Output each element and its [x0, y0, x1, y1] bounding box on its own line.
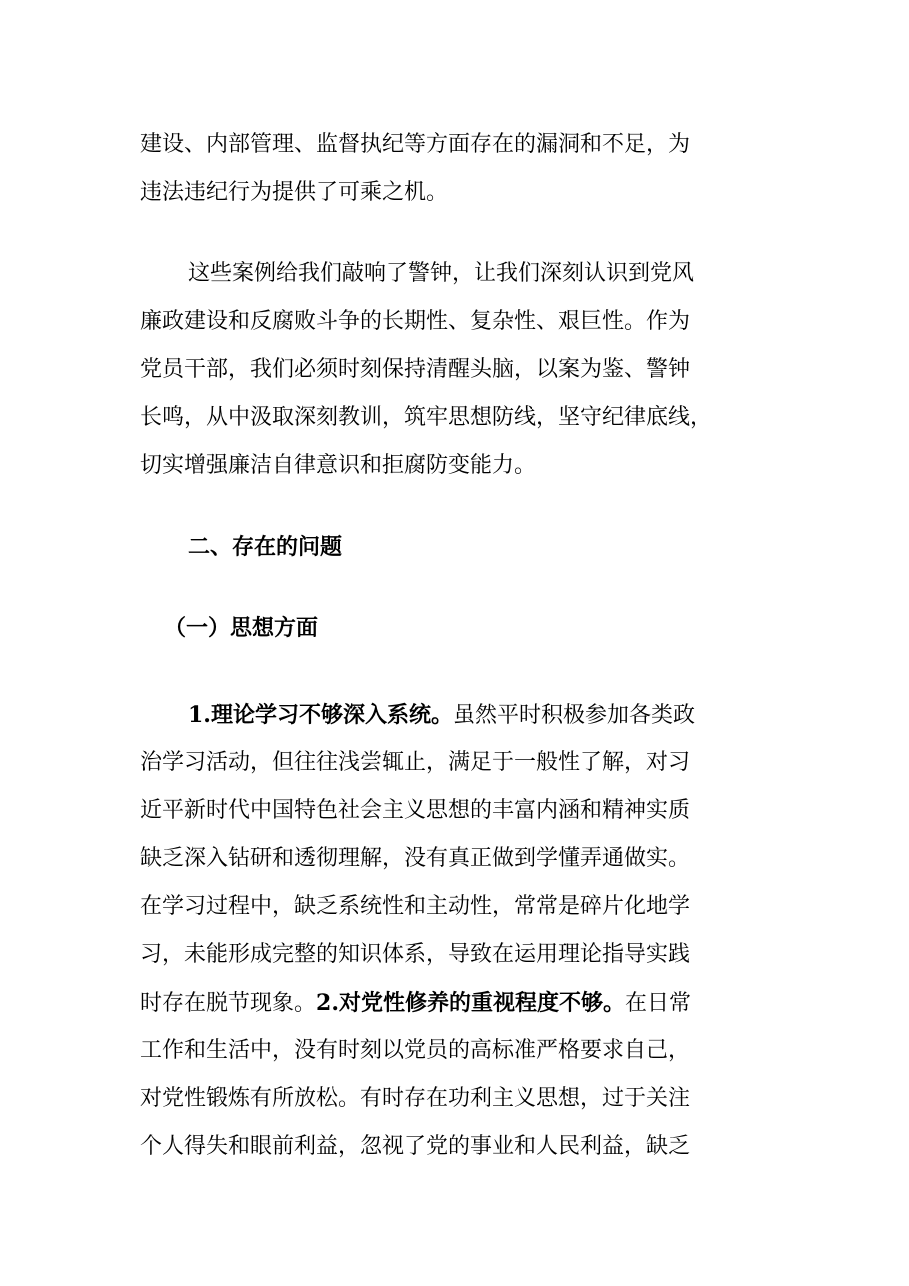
issue-2-title: 2.对党性修养的重视程度不够。	[316, 990, 625, 1016]
paragraph-intro-line-1: 建设、内部管理、监督执纪等方面存在的漏洞和不足，为	[140, 132, 691, 157]
subsection-heading: （一）思想方面	[164, 615, 319, 641]
issue-2-text-start: 在日常	[624, 991, 691, 1016]
paragraph-intro-line-2: 违法违纪行为提供了可乘之机。	[140, 180, 449, 205]
paragraph-warning-line-4: 长鸣，从中汲取深刻教训，筑牢思想防线，坚守纪律底线，	[140, 405, 713, 430]
issue-line-2: 治学习活动，但往往浅尝辄止，满足于一般性了解，对习	[140, 750, 691, 775]
issue-line-5: 在学习过程中，缺乏系统性和主动性，常常是碎片化地学	[140, 894, 691, 919]
issue-1-line-1	[188, 700, 695, 730]
issue-line-9: 对党性锻炼有所放松。有时存在功利主义思想，过于关注	[140, 1086, 691, 1111]
issue-line-4: 缺乏深入钻研和透彻理解，没有真正做到学懂弄通做实。	[140, 846, 691, 871]
issue-line-10: 个人得失和眼前利益，忽视了党的事业和人民利益，缺乏	[140, 1134, 691, 1159]
section-heading: 二、存在的问题	[188, 534, 343, 560]
paragraph-warning-line-2: 廉政建设和反腐败斗争的长期性、复杂性、艰巨性。作为	[140, 309, 691, 334]
issue-line-6: 习，未能形成完整的知识体系，导致在运用理论指导实践	[140, 942, 691, 967]
issue-line-3: 近平新时代中国特色社会主义思想的丰富内涵和精神实质	[140, 798, 691, 823]
issue-1-title: 1.理论学习不够深入系统。	[188, 702, 453, 728]
issue-1-text-end: 时存在脱节现象。	[140, 991, 317, 1016]
issue-line-7	[140, 988, 691, 1018]
paragraph-warning-line-1: 这些案例给我们敲响了警钟，让我们深刻认识到党风	[188, 261, 695, 286]
paragraph-warning-line-3: 党员干部，我们必须时刻保持清醒头脑，以案为鉴、警钟	[140, 357, 691, 382]
issue-line-8: 工作和生活中，没有时刻以党员的高标准严格要求自己，	[140, 1038, 691, 1063]
paragraph-warning-line-5: 切实增强廉洁自律意识和拒腐防变能力。	[140, 453, 537, 478]
issue-1-text-start: 虽然平时积极参加各类政	[452, 703, 695, 728]
